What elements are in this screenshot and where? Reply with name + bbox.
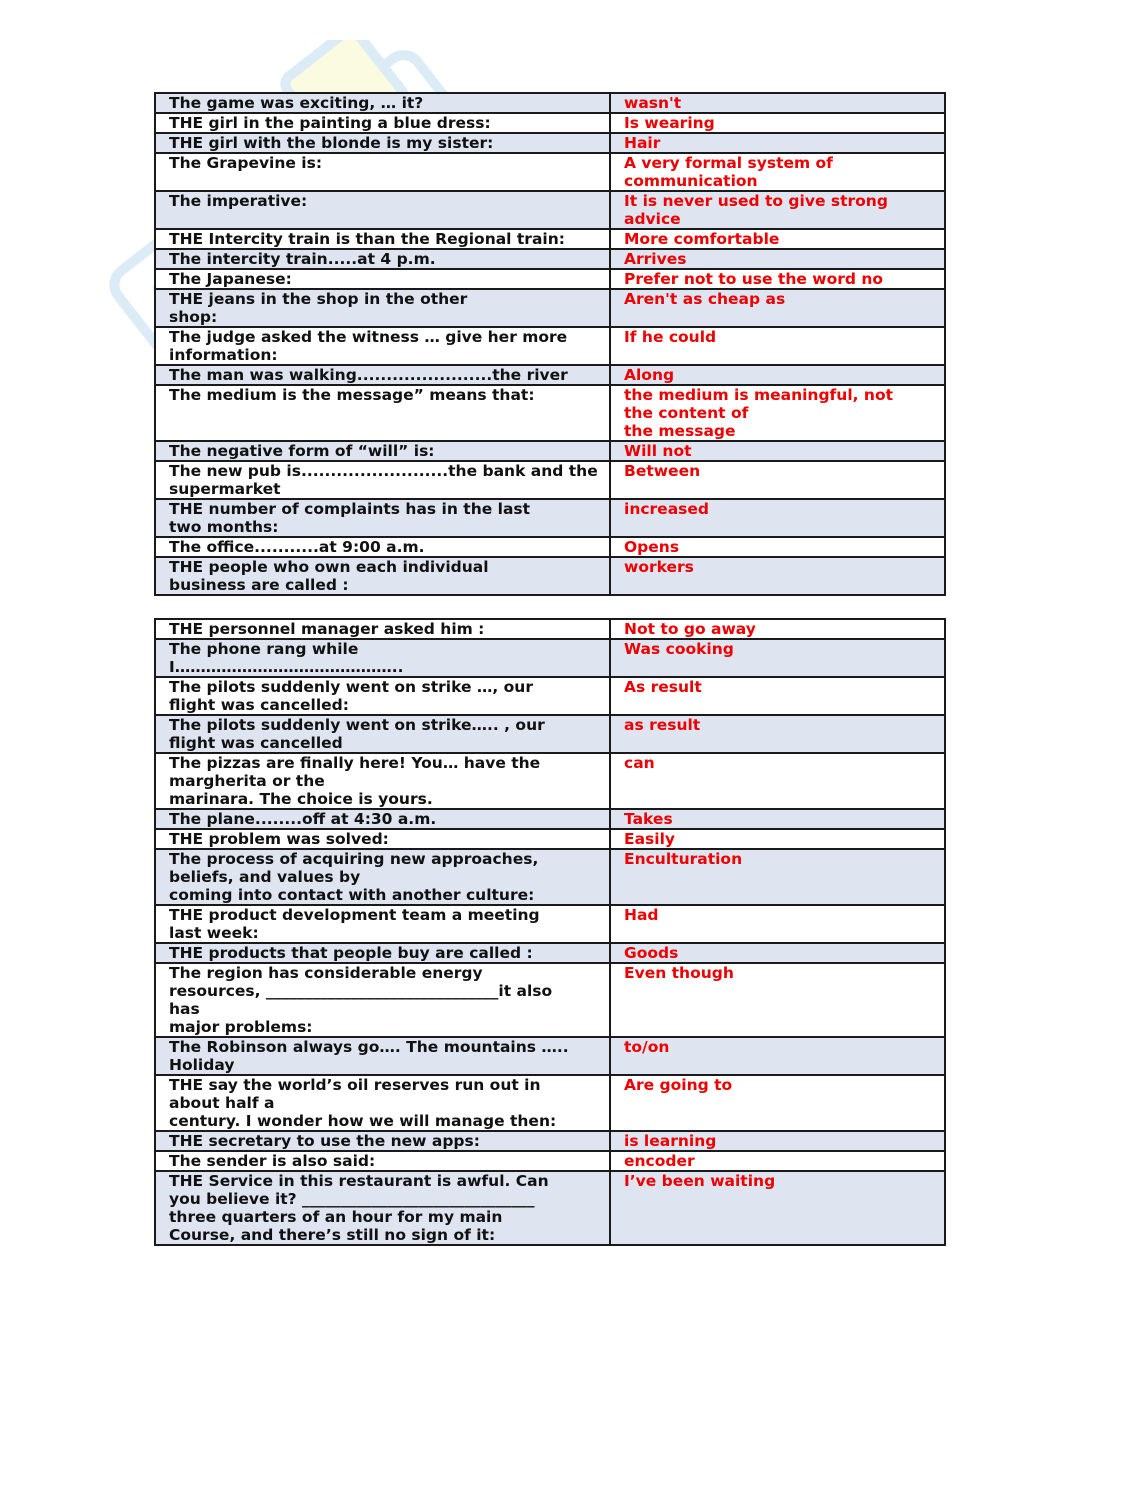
question-cell: The new pub is.........................the bank and the supermarket	[155, 461, 610, 499]
table-row	[155, 229, 945, 249]
answer-cell: Aren't as cheap as	[610, 289, 945, 327]
answer-cell: workers	[610, 557, 945, 595]
answer-cell: Are going to	[610, 1075, 945, 1131]
table-row	[155, 1151, 945, 1171]
question-cell: THE problem was solved:	[155, 829, 610, 849]
table-row	[155, 619, 945, 639]
answer-cell: Easily	[610, 829, 945, 849]
table-row	[155, 753, 945, 809]
question-cell: THE secretary to use the new apps:	[155, 1131, 610, 1151]
question-cell: The pilots suddenly went on strike …, our flight was cancelled:	[155, 677, 610, 715]
table-row	[155, 537, 945, 557]
question-cell: The judge asked the witness … give her more information:	[155, 327, 610, 365]
table-row	[155, 905, 945, 943]
table-row	[155, 715, 945, 753]
answer-cell: the medium is meaningful, not the content of the message	[610, 385, 945, 441]
table-row	[155, 829, 945, 849]
table-row	[155, 639, 945, 677]
table-row	[155, 153, 945, 191]
answer-cell: As result	[610, 677, 945, 715]
answer-cell: to/on	[610, 1037, 945, 1075]
answer-cell: Was cooking	[610, 639, 945, 677]
table-row	[155, 677, 945, 715]
table-row	[155, 441, 945, 461]
question-cell: THE girl in the painting a blue dress:	[155, 113, 610, 133]
question-cell: The imperative:	[155, 191, 610, 229]
answer-cell: More comfortable	[610, 229, 945, 249]
answer-cell: Arrives	[610, 249, 945, 269]
table-row	[155, 557, 945, 595]
answer-cell: Prefer not to use the word no	[610, 269, 945, 289]
answer-cell: It is never used to give strong advice	[610, 191, 945, 229]
question-cell: The sender is also said:	[155, 1151, 610, 1171]
answer-cell: Will not	[610, 441, 945, 461]
quiz-table-2	[154, 618, 946, 1246]
table-row	[155, 269, 945, 289]
question-cell: THE girl with the blonde is my sister:	[155, 133, 610, 153]
question-cell: The game was exciting, … it?	[155, 93, 610, 113]
answer-cell: I’ve been waiting	[610, 1171, 945, 1245]
table-row	[155, 1171, 945, 1245]
table-row	[155, 963, 945, 1037]
answer-cell: is learning	[610, 1131, 945, 1151]
table-row	[155, 133, 945, 153]
question-cell: The man was walking.......................the river	[155, 365, 610, 385]
answer-cell: as result	[610, 715, 945, 753]
answer-cell: Hair	[610, 133, 945, 153]
table-row	[155, 1075, 945, 1131]
answer-cell: Not to go away	[610, 619, 945, 639]
question-cell: THE product development team a meeting last week:	[155, 905, 610, 943]
answer-cell: A very formal system of communication	[610, 153, 945, 191]
question-cell: The Robinson always go…. The mountains ….. Holiday	[155, 1037, 610, 1075]
answer-cell: increased	[610, 499, 945, 537]
table-row	[155, 499, 945, 537]
question-cell: The pilots suddenly went on strike….. , our flight was cancelled	[155, 715, 610, 753]
question-cell: The region has considerable energy resources, ______________________________it also has major problems:	[155, 963, 610, 1037]
question-cell: THE say the world’s oil reserves run out in about half a century. I wonder how we will manage then:	[155, 1075, 610, 1131]
question-cell: THE Service in this restaurant is awful. Can you believe it? ______________________________ three quarters of an hour for my main Course, and there’s still no sign of it:	[155, 1171, 610, 1245]
question-cell: THE jeans in the shop in the other shop:	[155, 289, 610, 327]
question-cell: The pizzas are finally here! You… have the margherita or the marinara. The choice is yours.	[155, 753, 610, 809]
table-row	[155, 289, 945, 327]
answer-cell: wasn't	[610, 93, 945, 113]
answer-cell: Takes	[610, 809, 945, 829]
question-cell: The Japanese:	[155, 269, 610, 289]
question-cell: THE people who own each individual business are called :	[155, 557, 610, 595]
answer-cell: Enculturation	[610, 849, 945, 905]
question-cell: The intercity train.....at 4 p.m.	[155, 249, 610, 269]
quiz-table-1	[154, 92, 946, 596]
answer-cell: Even though	[610, 963, 945, 1037]
answer-cell: Along	[610, 365, 945, 385]
table-row	[155, 191, 945, 229]
table-row	[155, 943, 945, 963]
answer-cell: Opens	[610, 537, 945, 557]
question-cell: The medium is the message” means that:	[155, 385, 610, 441]
question-cell: THE products that people buy are called :	[155, 943, 610, 963]
question-cell: The plane........off at 4:30 a.m.	[155, 809, 610, 829]
question-cell: THE number of complaints has in the last two months:	[155, 499, 610, 537]
table-row	[155, 1131, 945, 1151]
answer-cell: encoder	[610, 1151, 945, 1171]
table-row	[155, 113, 945, 133]
answer-cell: can	[610, 753, 945, 809]
table-row	[155, 1037, 945, 1075]
table-row	[155, 327, 945, 365]
table-row	[155, 809, 945, 829]
question-cell: The phone rang while I……………………………………..	[155, 639, 610, 677]
answer-cell: Goods	[610, 943, 945, 963]
table-row	[155, 249, 945, 269]
question-cell: The office...........at 9:00 a.m.	[155, 537, 610, 557]
table-row	[155, 365, 945, 385]
question-cell: THE Intercity train is than the Regional train:	[155, 229, 610, 249]
question-cell: The negative form of “will” is:	[155, 441, 610, 461]
question-cell: The Grapevine is:	[155, 153, 610, 191]
question-cell: THE personnel manager asked him :	[155, 619, 610, 639]
question-cell: The process of acquiring new approaches, beliefs, and values by coming into contact with another culture:	[155, 849, 610, 905]
answer-cell: Is wearing	[610, 113, 945, 133]
answer-cell: Between	[610, 461, 945, 499]
table-row	[155, 385, 945, 441]
table-row	[155, 93, 945, 113]
table-row	[155, 849, 945, 905]
table-row	[155, 461, 945, 499]
answer-cell: If he could	[610, 327, 945, 365]
answer-cell: Had	[610, 905, 945, 943]
